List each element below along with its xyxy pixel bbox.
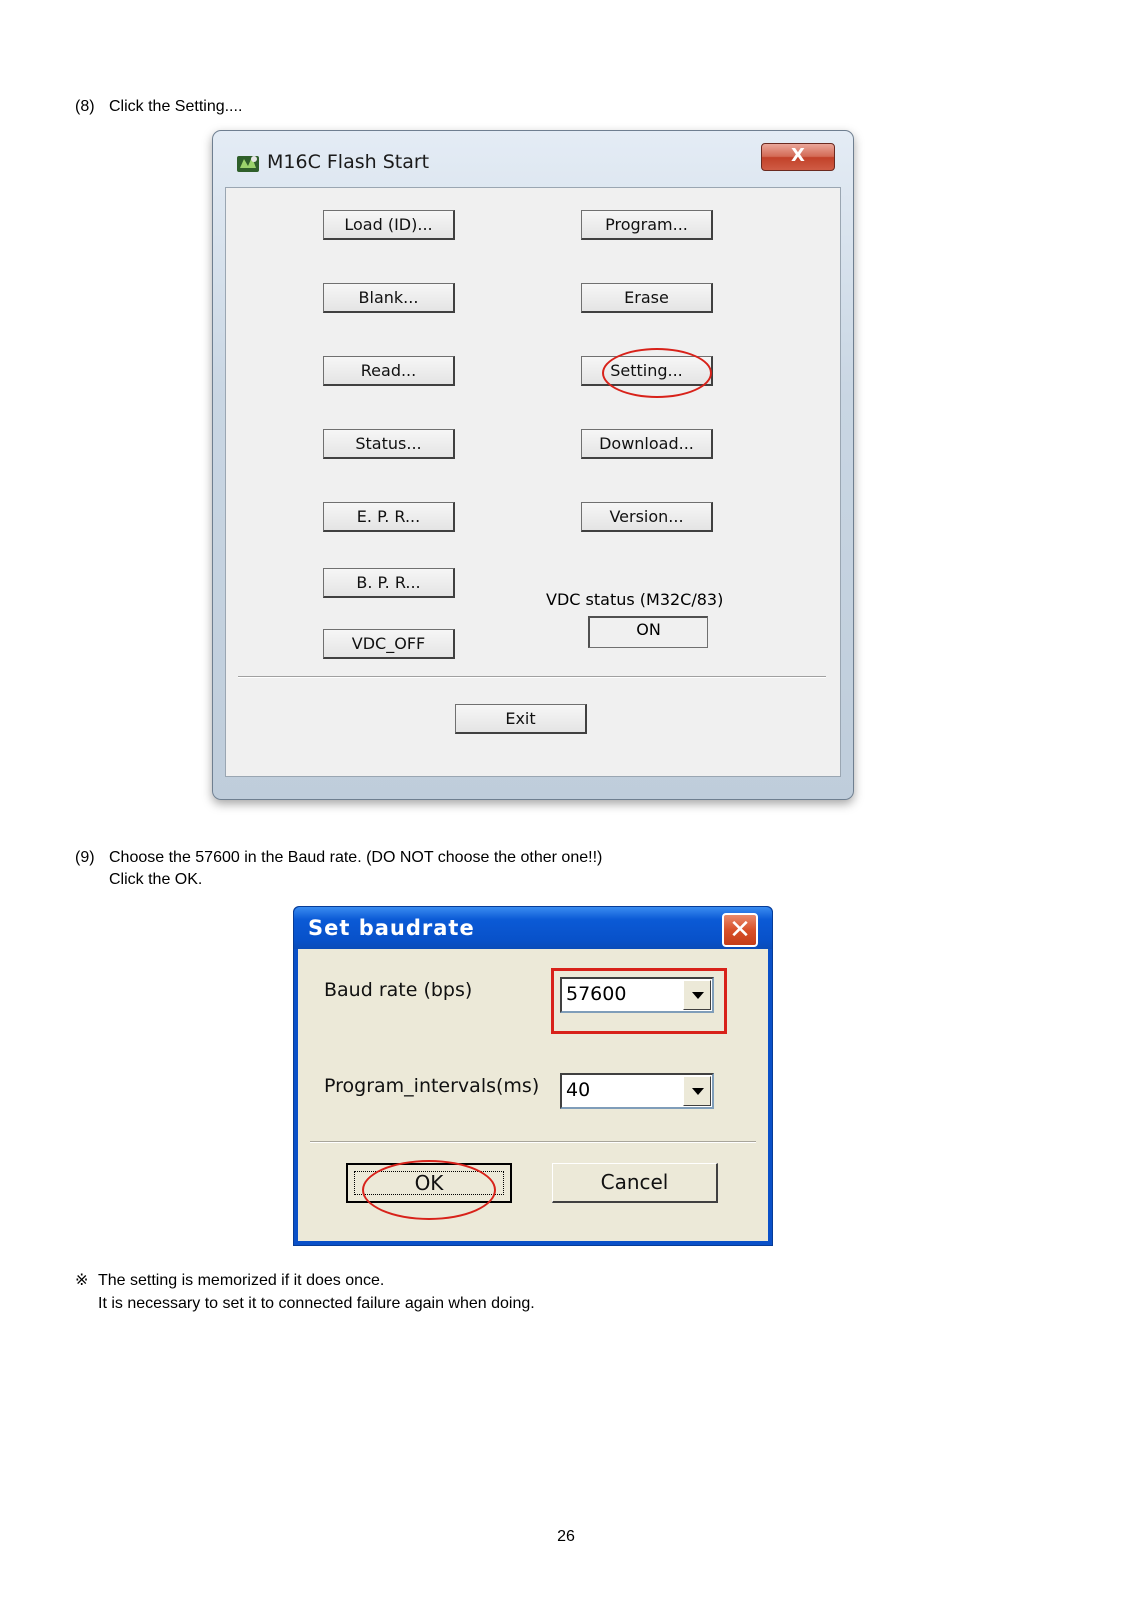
page-number: 26 (557, 1528, 575, 1545)
note-line-1: The setting is memorized if it does once. (98, 1272, 385, 1289)
baud-rate-highlight-box (551, 968, 727, 1034)
vdc-status-label: VDC status (M32C/83) (546, 590, 724, 609)
program-intervals-label: Program_intervals(ms) (324, 1075, 540, 1097)
bpr-button[interactable]: B. P. R... (323, 568, 455, 598)
baud-rate-label: Baud rate (bps) (324, 979, 473, 1001)
vdc-off-button[interactable]: VDC_OFF (323, 629, 455, 659)
vdc-status-value: ON (588, 616, 708, 648)
step-8-text: Click the Setting.... (109, 98, 243, 115)
step-9-line-1: Choose the 57600 in the Baud rate. (DO NOT choose the other one!!) (109, 849, 603, 866)
dialog-titlebar (294, 907, 772, 949)
chevron-down-icon[interactable] (683, 1076, 711, 1106)
window-client-area (225, 187, 841, 777)
cancel-button[interactable]: Cancel (552, 1163, 718, 1203)
load-id-button[interactable]: Load (ID)... (323, 210, 455, 240)
separator (238, 676, 826, 678)
program-intervals-select[interactable] (560, 1073, 714, 1109)
program-intervals-value: 40 (566, 1079, 591, 1101)
setting-button[interactable]: Setting... (581, 356, 713, 386)
epr-button[interactable]: E. P. R... (323, 502, 455, 532)
m16c-app-icon (237, 153, 259, 173)
close-button[interactable]: X (761, 143, 835, 171)
read-button[interactable]: Read... (323, 356, 455, 386)
step-9-line-2: Click the OK. (109, 871, 203, 888)
window-title: M16C Flash Start (267, 151, 430, 173)
separator (310, 1141, 756, 1143)
step-9-number: (9) (75, 849, 95, 866)
flash-start-window (212, 130, 854, 800)
program-button[interactable]: Program... (581, 210, 713, 240)
note-line-2: It is necessary to set it to connected failure again when doing. (98, 1295, 535, 1312)
ok-label: OK (414, 1171, 444, 1195)
blank-button[interactable]: Blank... (323, 283, 455, 313)
step-8-number: (8) (75, 98, 95, 115)
status-button[interactable]: Status... (323, 429, 455, 459)
exit-button[interactable]: Exit (455, 704, 587, 734)
baud-rate-value: 57600 (566, 983, 627, 1005)
dialog-title: Set baudrate (308, 916, 475, 940)
version-button[interactable]: Version... (581, 502, 713, 532)
setting-highlight-circle (602, 348, 712, 398)
note-mark: ※ (75, 1272, 89, 1289)
erase-button[interactable]: Erase (581, 283, 713, 313)
download-button[interactable]: Download... (581, 429, 713, 459)
close-icon[interactable]: ✕ (722, 913, 758, 947)
ok-highlight-circle (362, 1160, 496, 1220)
